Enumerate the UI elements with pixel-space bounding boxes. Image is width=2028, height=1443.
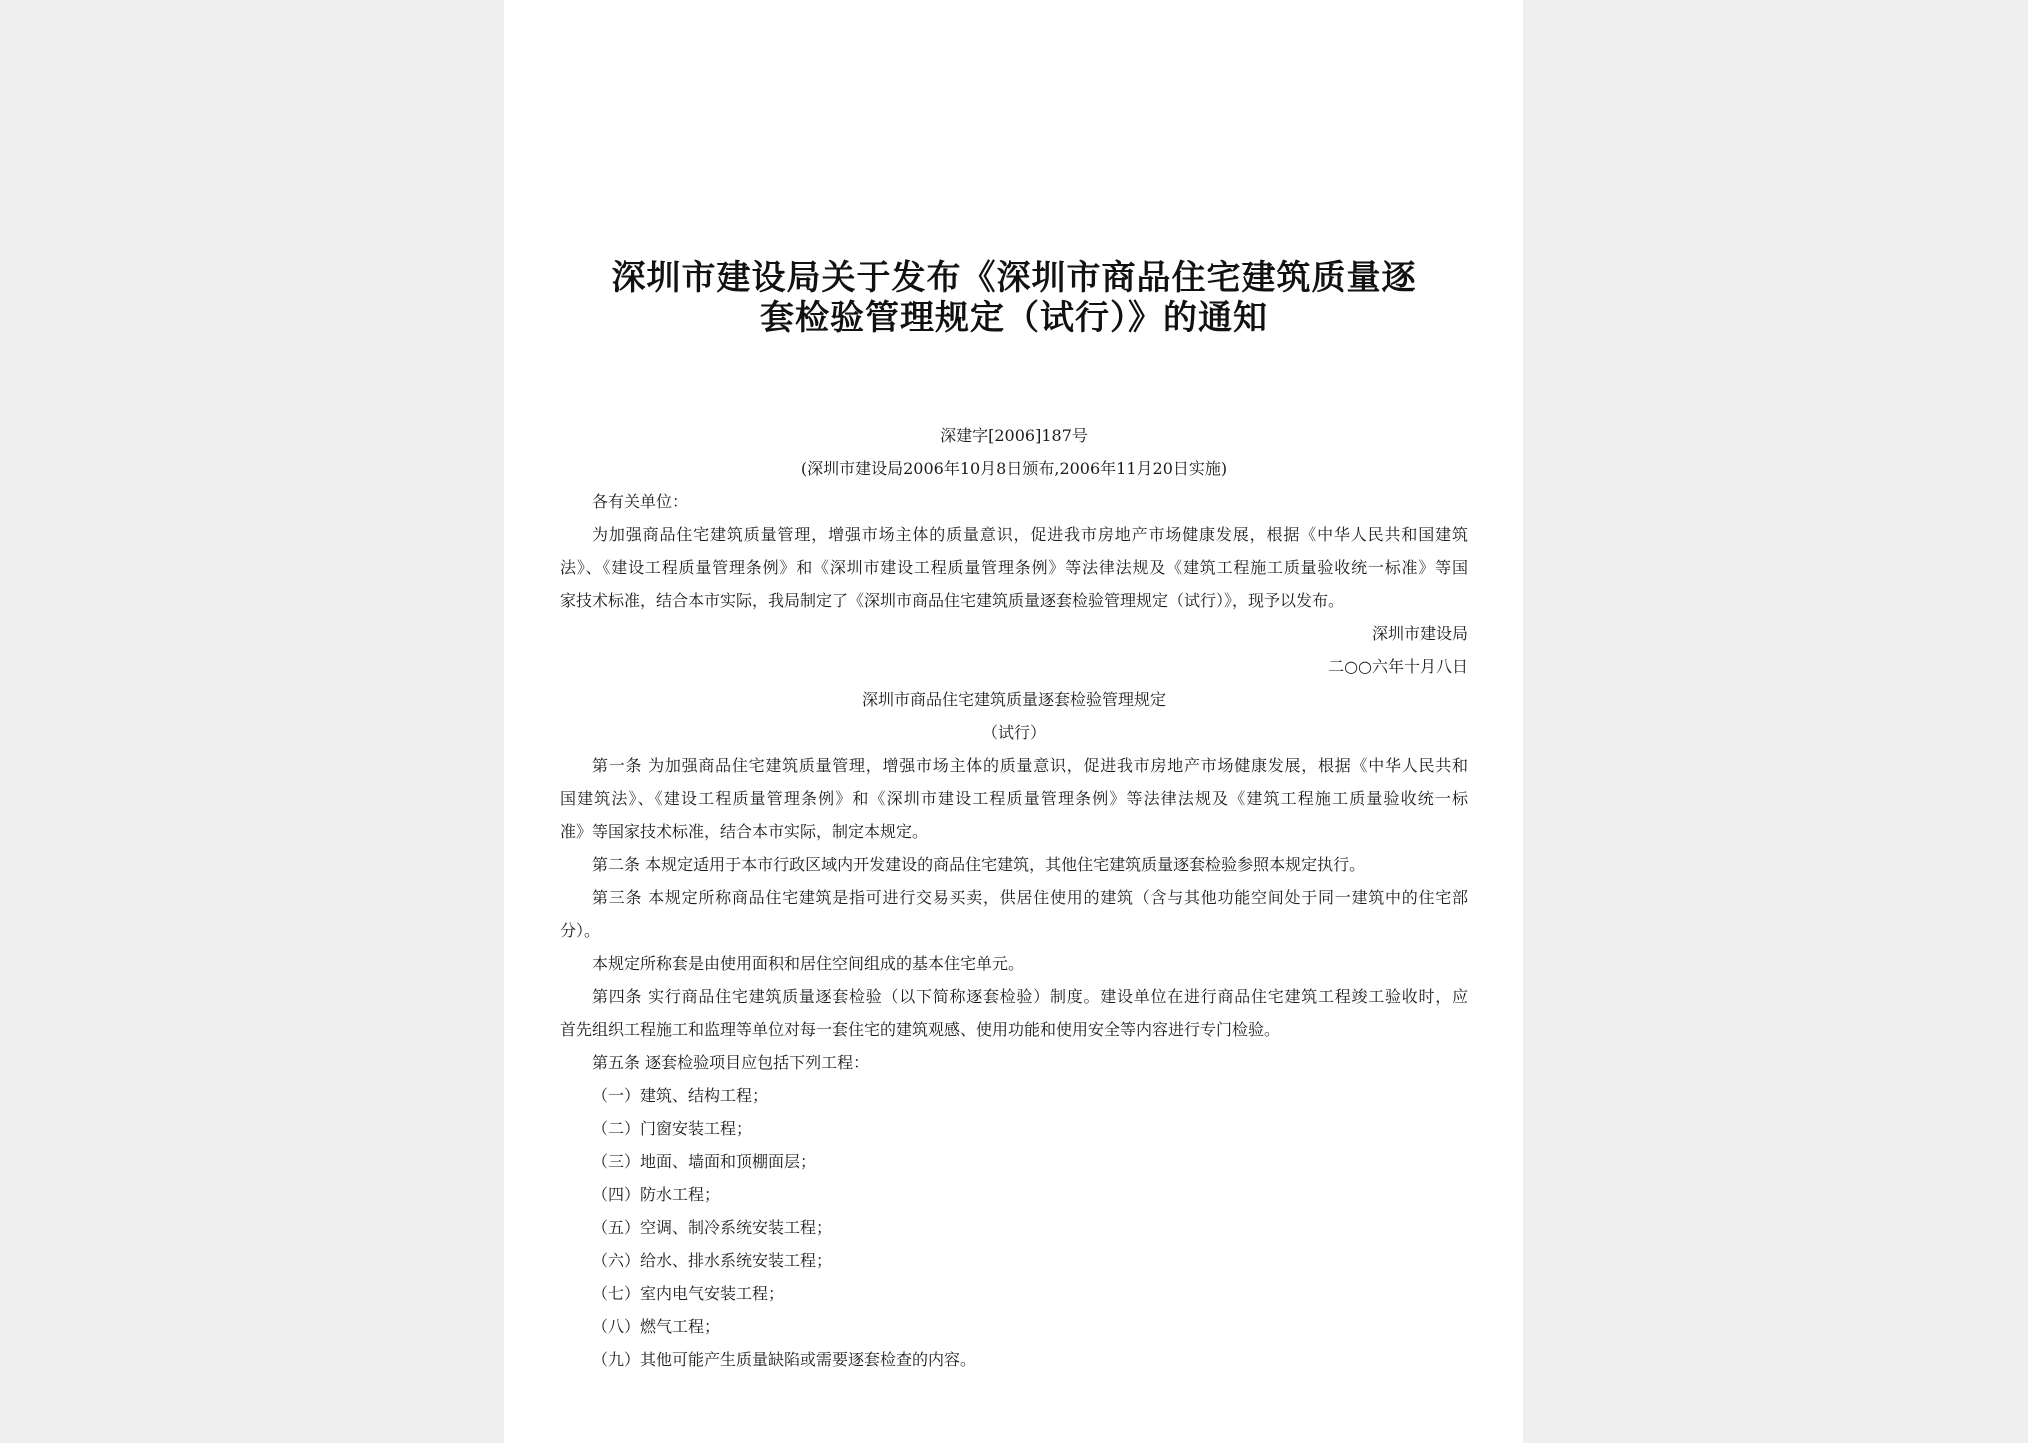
list-item: （二）门窗安装工程； xyxy=(592,1119,753,1138)
document-title xyxy=(560,258,1468,338)
regulation-subtitle: （试行） xyxy=(981,723,1046,742)
title-line: 深圳市建设局关于发布《深圳市商品住宅建筑质量逐 xyxy=(611,258,1417,298)
article-line: 第一条 为加强商品住宅建筑质量管理，增强市场主体的质量意识，促进我市房地产市场健康发展，根据《中华人民共和 xyxy=(592,756,1468,775)
list-item: （一）建筑、结构工程； xyxy=(592,1086,769,1105)
list-item: （八）燃气工程； xyxy=(592,1317,721,1336)
regulation-title: 深圳市商品住宅建筑质量逐套检验管理规定 xyxy=(861,690,1166,709)
article-line: 第五条 逐套检验项目应包括下列工程： xyxy=(592,1053,870,1072)
article-line: 国建筑法》、《建设工程质量管理条例》和《深圳市建设工程质量管理条例》等法律法规及《建筑工程施工质量验收统一标 xyxy=(560,789,1468,808)
list-item: （六）给水、排水系统安装工程； xyxy=(592,1251,833,1270)
document-body xyxy=(560,419,1468,1376)
list-item: （四）防水工程； xyxy=(592,1185,721,1204)
article-line: 第三条 本规定所称商品住宅建筑是指可进行交易买卖，供居住使用的建筑（含与其他功能空间处于同一建筑中的住宅部 xyxy=(592,888,1468,907)
intro-line: 家技术标准，结合本市实际，我局制定了《深圳市商品住宅建筑质量逐套检验管理规定（试行）》，现予以发布。 xyxy=(560,591,1345,610)
document-page xyxy=(504,0,1523,1443)
intro-line: 法》、《建设工程质量管理条例》和《深圳市建设工程质量管理条例》等法律法规及《建筑工程施工质量验收统一标准》等国 xyxy=(560,558,1468,577)
article-line: 本规定所称套是由使用面积和居住空间组成的基本住宅单元。 xyxy=(592,954,1025,973)
list-item: （五）空调、制冷系统安装工程； xyxy=(592,1218,833,1237)
list-item: （三）地面、墙面和顶棚面层； xyxy=(592,1152,817,1171)
title-line: 套检验管理规定（试行）》的通知 xyxy=(760,298,1268,338)
signature-date: 二○○六年十月八日 xyxy=(1328,657,1468,676)
article-line: 首先组织工程施工和监理等单位对每一套住宅的建筑观感、使用功能和使用安全等内容进行专门检验。 xyxy=(560,1020,1281,1039)
issue-note: (深圳市建设局2006年10月8日颁布,2006年11月20日实施) xyxy=(800,459,1228,478)
article-line: 第四条 实行商品住宅建筑质量逐套检验（以下简称逐套检验）制度。建设单位在进行商品住宅建筑工程竣工验收时，应 xyxy=(592,987,1468,1006)
article-line: 分）。 xyxy=(560,921,601,940)
salutation: 各有关单位： xyxy=(592,492,689,511)
doc-number: 深建字[2006]187号 xyxy=(940,426,1088,445)
signature: 深圳市建设局 xyxy=(1371,624,1468,643)
article-line: 第二条 本规定适用于本市行政区域内开发建设的商品住宅建筑，其他住宅建筑质量逐套检验参照本规定执行。 xyxy=(592,855,1366,874)
list-item: （七）室内电气安装工程； xyxy=(592,1284,785,1303)
article-line: 准》等国家技术标准，结合本市实际，制定本规定。 xyxy=(560,822,929,841)
list-item: （九）其他可能产生质量缺陷或需要逐套检查的内容。 xyxy=(592,1350,977,1369)
intro-line: 为加强商品住宅建筑质量管理，增强市场主体的质量意识，促进我市房地产市场健康发展，根据《中华人民共和国建筑 xyxy=(592,525,1468,544)
